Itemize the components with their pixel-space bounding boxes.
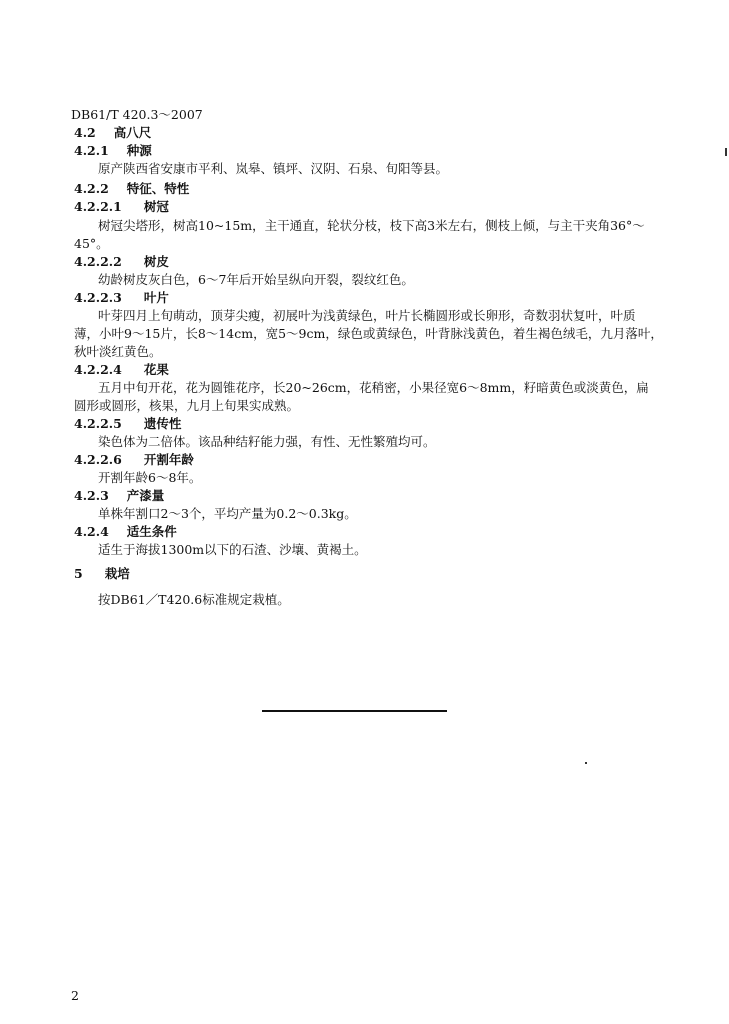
section-4-2-2-1-body-line-1: 树冠尖塔形，树高10~15m，主干通直，轮状分枝，枝下高3米左右，侧枝上倾，与主干夹角36°～ [98, 218, 645, 233]
section-number: 4.2.2.6 [74, 452, 122, 467]
section-5-heading [74, 566, 130, 582]
section-4-2-2-5-body: 染色体为二倍体。该品种结籽能力强，有性、无性繁殖均可。 [98, 434, 436, 449]
section-4-2-2-1-heading [74, 199, 169, 215]
scan-speck [725, 148, 727, 156]
section-number: 4.2.4 [74, 524, 109, 539]
scan-speck [585, 762, 587, 764]
section-4-2-2-3-body-line-3: 秋叶淡红黄色。 [74, 344, 162, 359]
section-4-2-2-4-body-line-1: 五月中旬开花，花为圆锥花序，长20~26cm，花稍密，小果径宽6～8mm，籽暗黄色或淡黄色，扁 [98, 380, 649, 395]
section-number: 4.2.2.5 [74, 416, 122, 431]
section-number: 4.2.2.2 [74, 254, 122, 269]
section-title: 高八尺 [113, 125, 152, 140]
section-title: 叶片 [143, 290, 169, 305]
section-title: 产漆量 [126, 488, 165, 503]
section-number: 4.2.1 [74, 143, 109, 158]
section-title: 开割年龄 [143, 452, 194, 467]
section-4-2-4-heading [74, 524, 177, 540]
section-title: 花果 [143, 362, 169, 377]
section-title: 遗传性 [143, 416, 182, 431]
section-4-2-2-heading [74, 181, 189, 197]
standard-number: DB61/T 420.3～2007 [71, 107, 203, 122]
section-4-2-2-6-body: 开割年龄6～8年。 [98, 470, 202, 485]
section-4-2-1-body: 原产陕西省安康市平利、岚皋、镇坪、汉阴、石泉、旬阳等县。 [98, 161, 449, 176]
section-title: 种源 [126, 143, 152, 158]
end-rule [262, 710, 447, 712]
section-4-2-2-4-heading [74, 362, 169, 378]
section-4-2-2-3-heading [74, 290, 169, 306]
section-4-2-2-4-body-line-2: 圆形或圆形，核果，九月上旬果实成熟。 [74, 398, 300, 413]
section-number: 4.2 [74, 125, 96, 140]
section-title: 特征、特性 [126, 181, 190, 196]
section-4-2-2-2-heading [74, 254, 169, 270]
section-4-2-2-6-heading [74, 452, 194, 468]
section-4-2-2-3-body-line-2: 薄，小叶9～15片，长8～14cm，宽5～9cm，绿色或黄绿色，叶背脉浅黄色，着生褐色绒毛，九月落叶， [74, 326, 663, 341]
section-title: 树冠 [143, 199, 169, 214]
section-number: 5 [74, 566, 83, 581]
page-number: 2 [71, 988, 79, 1003]
section-title: 适生条件 [126, 524, 177, 539]
section-4-2-4-body: 适生于海拔1300m以下的石渣、沙壤、黄褐土。 [98, 542, 367, 557]
section-title: 树皮 [143, 254, 169, 269]
section-4-2-2-1-body-line-2: 45°。 [74, 236, 109, 251]
section-4-2-3-body: 单株年割口2～3个，平均产量为0.2～0.3kg。 [98, 506, 357, 521]
section-number: 4.2.2.4 [74, 362, 122, 377]
section-4-2-heading [74, 125, 151, 141]
section-4-2-2-3-body-line-1: 叶芽四月上旬萌动，顶芽尖瘦，初展叶为浅黄绿色，叶片长椭圆形或长卵形，奇数羽状复叶，叶质 [98, 308, 636, 323]
section-4-2-2-2-body: 幼龄树皮灰白色，6～7年后开始呈纵向开裂，裂纹红色。 [98, 272, 414, 287]
section-number: 4.2.3 [74, 488, 109, 503]
section-number: 4.2.2.1 [74, 199, 122, 214]
section-title: 栽培 [104, 566, 130, 581]
section-number: 4.2.2 [74, 181, 109, 196]
section-4-2-3-heading [74, 488, 164, 504]
section-5-body: 按DB61／T420.6标准规定栽植。 [98, 592, 290, 607]
section-4-2-1-heading [74, 143, 152, 159]
section-number: 4.2.2.3 [74, 290, 122, 305]
section-4-2-2-5-heading [74, 416, 181, 432]
